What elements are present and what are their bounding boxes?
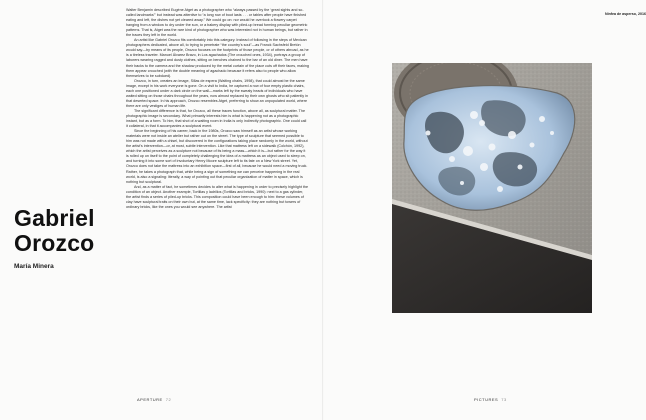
- body-paragraph: The significant difference is that, for Orozco, all these traces function, above all, as sculptural matter. The photographic image is secondary. What primarily interests him is what is happening not as a photographic instant, but as a form. To him, that shot of a waiting room in India is only indirectly photographic. One could call it collateral, in that it accompanies a sculptural event.: [126, 108, 307, 129]
- body-paragraph: And, as a matter of fact, he sometimes decides to alter what is happening in order to precisely highlight the condition of an object. Another example, Tortillas y ladrillos (Tortillas and bricks, 1990): next to a gas cylinder, the artist finds a series of piled-up bricks. This composition could have been enough to him: these volumes of clay have sculptural traits on their own but, at the same time, lack specificity: they are nothing but towers of ordinary bricks, like the ones you would see anywhere. The artist: [126, 184, 309, 209]
- footer-section-name: PICTURES: [474, 397, 499, 402]
- body-paragraph: Orozco, in turn, creates an image, Sillas de espera (Waiting chairs, 1998), that could almost be the same image, except in his work everyone is gone. On a visit to India, he captured a row of four empty plastic chairs, each one positioned under a dark circle on the wall—marks left by the sweaty heads of individuals who have waited sitting on those chairs throughout the years, now almost replaced by their own ghosts who sit patiently in that deserted space. In his approach, Orozco resembles Atget, preferring to show an unpopulated world, where there are only vestiges of human life.: [126, 78, 309, 108]
- footer-left: [137, 397, 171, 402]
- puddle-photograph: [392, 63, 592, 313]
- footer-magazine-name: APERTURE: [137, 397, 163, 402]
- page-number-right: 73: [501, 397, 507, 402]
- photo-caption-label: Ninfea de asperso, 2016: [605, 12, 646, 16]
- article-title: Gabriel Orozco: [14, 205, 95, 256]
- body-paragraph: An artist like Gabriel Orozco fits comfortably into this category. Instead of following in the steps of Mexican photographers dedicated, above all, to trying to penetrate “the country’s soul”—as Franck Sachsfeld Bretón would say—by means of its people, Orozco focuses on the footprints of those people, or of others abroad, as he is a tireless traveler. Manuel Álvarez Bravo, in Los agachados (The crouched ones, 1934), portrays a group of laborers wearing ragged and dusty clothes, sitting on benches chained to the bar of an old diner. The men have their backs to the camera and the shadow produced by the metal curtain of the place cuts off their faces, making them appear crouched (with the double meaning of agachado because it refers also to people who allow themselves to be subdued).: [126, 38, 309, 78]
- body-paragraph: Since the beginning of his career, back in the 1980s, Orozco saw himself as an artist whose working materials were not inside an atelier but rather out on the street. The type of sculpture that seemed possible to him was not made with a chisel, but discovered in the configurations taking place randomly in the world, without the artist’s intervention—or, at most, subtle intervention. Like that mattress left on a sidewalk (Colchón, 1992), which the artist perceives as a sculpture not because of its being a mass—which it is—but rather for the way it is rolled up on itself to the point of completely challenging the idea of a mattress as an object used to sleep on, and turning it into some sort of involuntary Henry Moore sculpture left to its fate on a New York street. Yet, Orozco does not take the mattress into an exhibition space—first of all, because he would need a moving truck. Rather, he takes a photograph that, while being a sign of something we can perceive happening in the real world, is also a signaling: literally, a way of pointing out that peculiar organization of matter in space, which is nothing but sculptural.: [126, 129, 308, 184]
- footer-right: [474, 397, 507, 402]
- body-paragraph: Walter Benjamin described Eugène Atget as a photographer who “always passed by the ‘great sights and so-called landmarks’” but instead was attentive to “a long row of boot lasts . . . or tables after people have finished eating and left, the dishes not yet cleared away.” We could go on: nor would he overlook a flowery carpet hanging from a window to dry under the sun, or a bakery display with piled-up bread forming peculiar geometric patterns. That is, Atget was the rare kind of photographer who was interested not in human beings, but rather in the traces they left in the world.: [126, 8, 308, 38]
- article-body: [126, 8, 309, 402]
- author-byline: María Minera: [14, 263, 54, 270]
- page-gutter: [322, 0, 324, 420]
- photo-illustration: [392, 63, 592, 313]
- page-number-left: 72: [165, 397, 172, 402]
